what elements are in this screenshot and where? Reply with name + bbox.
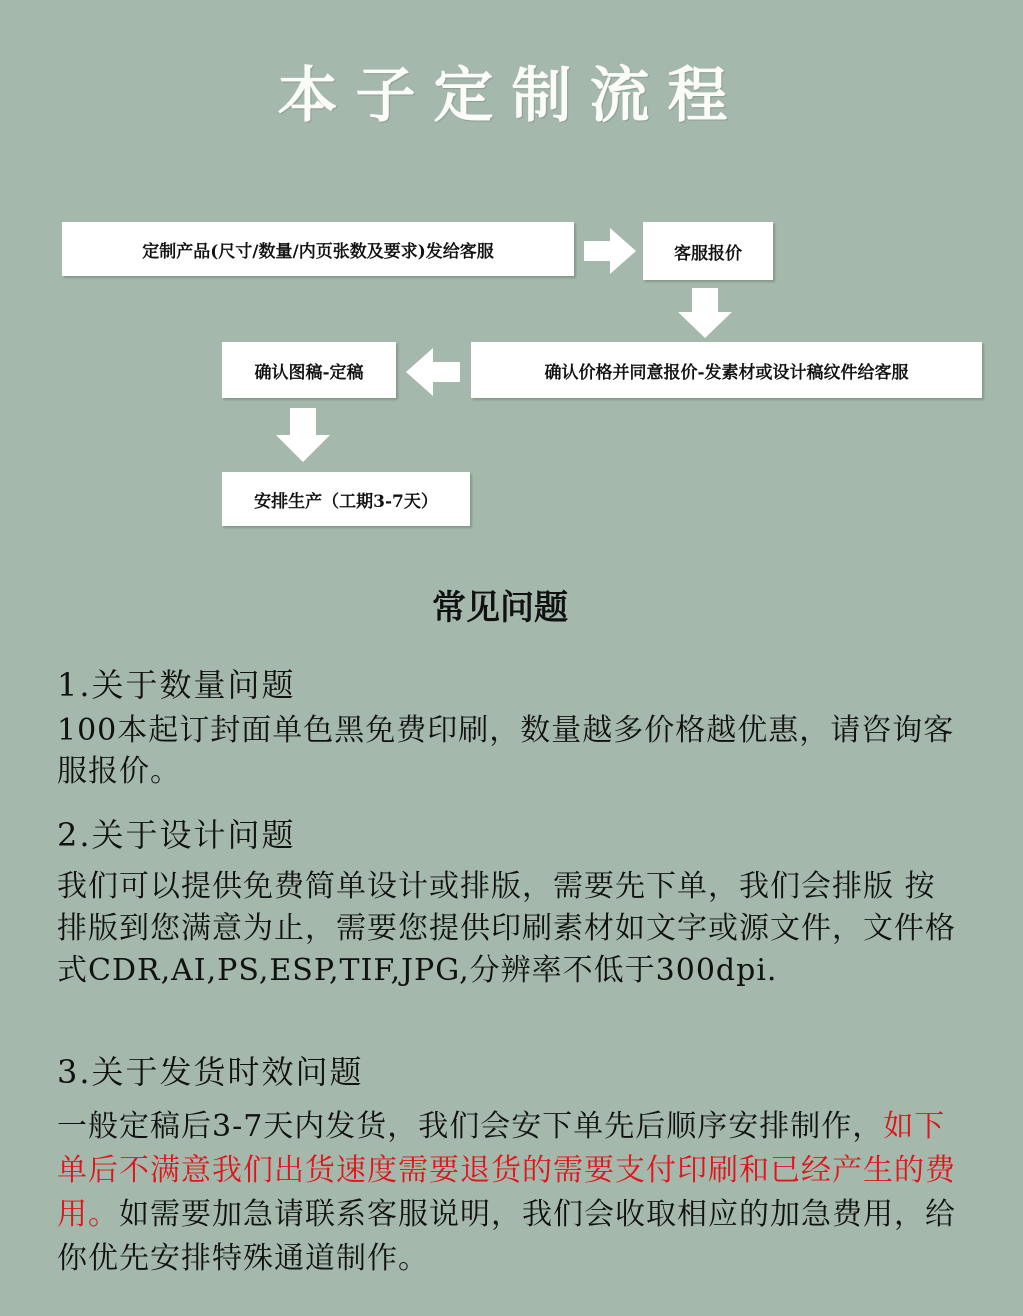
faq-question-quantity: 1.关于数量问题: [57, 666, 296, 704]
arrow-left-icon: [406, 348, 460, 396]
flow-step-label: 定制产品(尺寸/数量/内页张数及要求)发给客服: [142, 241, 494, 262]
faq-answer-highlight: 如下单后不满意我们出货速度需要退货的需要支付印刷和已经产生的费用。: [57, 1109, 956, 1232]
faq-question-shipping: 3.关于发货时效问题: [57, 1053, 364, 1091]
flow-step-label: 确认价格并同意报价-发素材或设计稿纹件给客服: [544, 362, 909, 383]
faq-answer-shipping: [57, 1105, 957, 1281]
faq-answer-quantity: 100本起订封面单色黑免费印刷，数量越多价格越优惠，请咨询客服报价。: [57, 713, 955, 789]
faq-title: 常见问题: [432, 588, 568, 628]
flow-step-label: 客服报价: [674, 243, 742, 264]
page-title: 本子定制流程: [277, 61, 746, 131]
faq-answer-text: 一般定稿后3-7天内发货，我们会安下单先后顺序安排制作，: [57, 1109, 884, 1144]
flow-step-label: 安排生产（工期3-7天）: [254, 491, 438, 512]
flow-step-production: [222, 472, 470, 526]
flow-step-quote: [643, 222, 773, 280]
arrow-down-icon: [276, 408, 330, 462]
flow-step-label: 确认图稿-定稿: [254, 362, 364, 383]
arrow-right-icon: [584, 228, 636, 274]
faq-question-design: 2.关于设计问题: [57, 816, 296, 854]
flow-step-finalize-draft: [222, 342, 396, 398]
flow-step-confirm-price: [471, 342, 982, 398]
flow-step-submit-requirements: [62, 222, 574, 276]
arrow-down-icon: [678, 288, 732, 338]
faq-answer-design: 我们可以提供免费简单设计或排版，需要先下单，我们会排版 按排版到您满意为止，需要您提供印刷素材如文字或源文件，文件格式CDR,AI,PS,ESP,TIF,JPG,分辨率不低于300dpi.: [57, 869, 956, 988]
faq-answer-text: 如需要加急请联系客服说明，我们会收取相应的加急费用，给你优先安排特殊通道制作。: [57, 1197, 956, 1276]
